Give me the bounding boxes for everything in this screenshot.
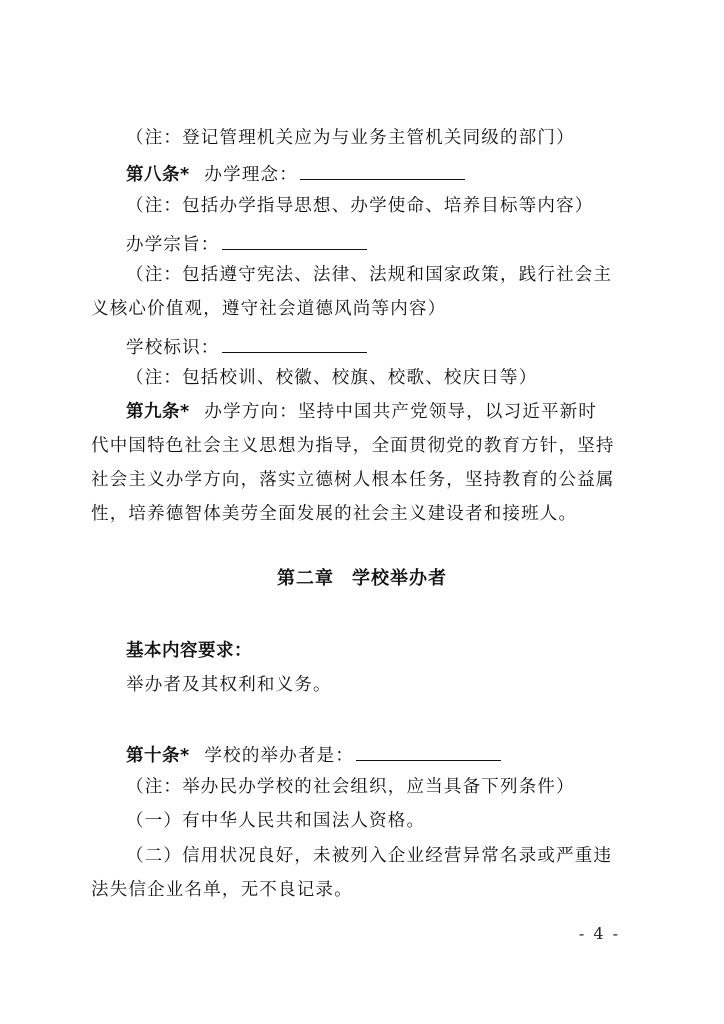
- note-identity: （注：包括校训、校徽、校旗、校歌、校庆日等）: [126, 368, 538, 388]
- page-number: - 4 -: [578, 924, 620, 943]
- requirements-heading: 基本内容要求：: [126, 641, 252, 661]
- condition-1: （一）有中华人民共和国法人资格。: [126, 811, 426, 831]
- chapter-title: 学校举办者: [352, 568, 447, 589]
- identity-line: [126, 333, 367, 360]
- purpose-label: 办学宗旨：: [126, 235, 220, 255]
- article-8-philosophy-label: 办学理念：: [204, 165, 298, 185]
- article-9-heading: 第九条*: [126, 402, 190, 422]
- organizer-fill-blank[interactable]: [356, 741, 501, 761]
- note-philosophy: （注：包括办学指导思想、办学使命、培养目标等内容）: [126, 196, 594, 216]
- article-9-line-4: 性，培养德智体美劳全面发展的社会主义建设者和接班人。: [91, 504, 578, 524]
- condition-2-line-2: 法失信企业名单，无不良记录。: [91, 880, 353, 900]
- article-9-line-3: 社会主义办学方向，落实立德树人根本任务，坚持教育的公益属: [91, 470, 615, 490]
- identity-fill-blank[interactable]: [222, 333, 367, 353]
- note-purpose-line-2: 义核心价值观，遵守社会道德风尚等内容）: [91, 299, 447, 319]
- note-registration-authority: （注：登记管理机关应为与业务主管机关同级的部门）: [126, 128, 575, 148]
- article-10-organizer-label: 学校的举办者是：: [204, 746, 355, 766]
- requirements-text: 举办者及其权利和义务。: [126, 675, 332, 695]
- article-10-line: [126, 741, 501, 768]
- purpose-line: [126, 230, 367, 257]
- article-9-line-1: [126, 400, 597, 424]
- note-organizer-conditions: （注：举办民办学校的社会组织，应当具备下列条件）: [126, 777, 575, 797]
- article-10-heading: 第十条*: [126, 746, 190, 766]
- condition-2-line-1: （二）信用状况良好，未被列入企业经营异常名录或严重违: [126, 846, 613, 866]
- note-purpose-line-1: （注：包括遵守宪法、法律、法规和国家政策，践行社会主: [126, 265, 613, 285]
- philosophy-fill-blank[interactable]: [300, 160, 465, 180]
- article-9-text: 办学方向：坚持中国共产党领导，以习近平新时: [204, 402, 598, 422]
- chapter-heading: [0, 567, 724, 591]
- chapter-number: 第二章: [277, 568, 334, 589]
- article-8-heading: 第八条*: [126, 165, 190, 185]
- article-9-line-2: 代中国特色社会主义思想为指导，全面贯彻党的教育方针，坚持: [91, 436, 615, 456]
- purpose-fill-blank[interactable]: [222, 230, 367, 250]
- article-8-line: [126, 160, 465, 187]
- identity-label: 学校标识：: [126, 338, 220, 358]
